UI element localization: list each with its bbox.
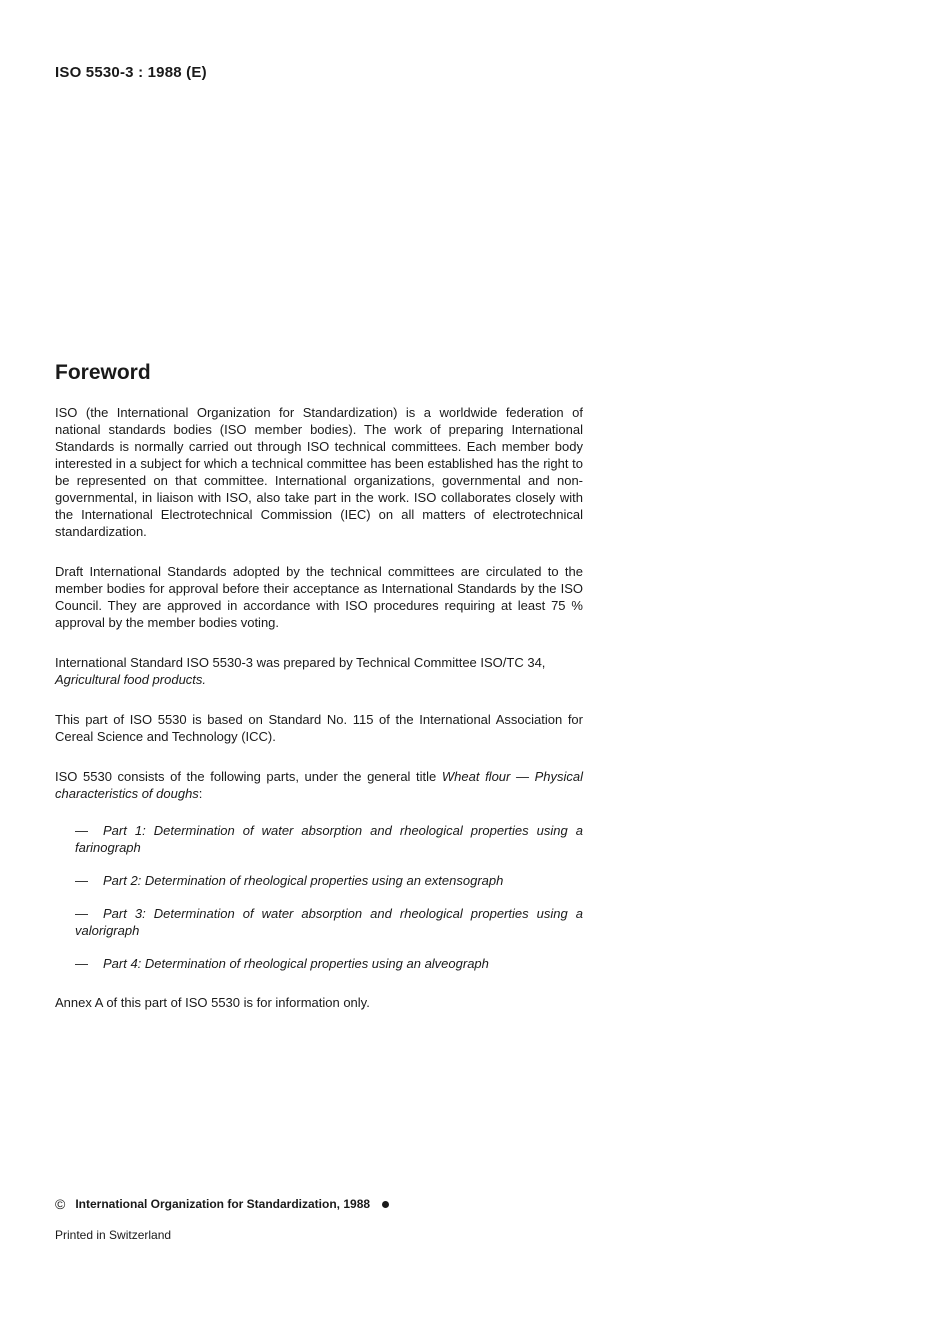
- printed-location: Printed in Switzerland: [55, 1228, 172, 1242]
- list-item: [75, 822, 583, 856]
- parts-list: [55, 822, 583, 972]
- dash-marker: —: [75, 956, 88, 971]
- paragraph-based-on: This part of ISO 5530 is based on Standard No. 115 of the International Association for Cereal Science and Technology (ICC).: [55, 712, 583, 744]
- parts-intro-suffix: :: [198, 786, 203, 801]
- paragraph-annex: Annex A of this part of ISO 5530 is for information only.: [55, 995, 370, 1010]
- general-title: Wheat flour — Physical characteristics of doughs: [55, 769, 583, 801]
- part-text: Part 1: Determination of water absorption and rheological properties using a farinograph: [75, 823, 583, 855]
- parts-intro-text: ISO 5530 consists of the following parts, under the general title: [55, 769, 437, 784]
- paragraph-draft-standards: Draft International Standards adopted by the technical committees are circulated to the member bodies for approval before their acceptance as International Standards by the ISO Council. They are approved in accordance with ISO procedures requiring at least 75 % approval by the member bodies voting.: [55, 564, 583, 630]
- copyright-line: [55, 1196, 389, 1212]
- prepared-by-text: International Standard ISO 5530-3 was prepared by Technical Committee ISO/TC 34,: [55, 655, 546, 670]
- dash-marker: —: [75, 873, 88, 888]
- dash-marker: —: [75, 823, 88, 838]
- bullet-icon: [382, 1201, 389, 1208]
- committee-name: Agricultural food products.: [55, 672, 207, 687]
- copyright-icon: ©: [55, 1196, 66, 1212]
- list-item: [75, 872, 583, 889]
- copyright-text: International Organization for Standardization, 1988: [75, 1197, 371, 1211]
- dash-marker: —: [75, 906, 88, 921]
- paragraph-parts-intro: [55, 768, 583, 802]
- part-text: Part 3: Determination of water absorption and rheological properties using a valorigraph: [75, 906, 583, 938]
- document-identifier: ISO 5530-3 : 1988 (E): [55, 64, 207, 81]
- paragraph-iso-intro: ISO (the International Organization for Standardization) is a worldwide federation of national standards bodies (ISO member bodies). The work of preparing International Standards is normally carried out through ISO technical committees. Each member body interested in a subject for which a technical committee has been established has the right to be represented on that committee. International organizations, governmental and non-governmental, in liaison with ISO, also take part in the work. ISO collaborates closely with the International Electrotechnical Commission (IEC) on all matters of electrotechnical standardization.: [55, 405, 583, 539]
- part-text: Part 4: Determination of rheological properties using an alveograph: [103, 956, 489, 971]
- list-item: [75, 905, 583, 939]
- section-title: Foreword: [55, 361, 151, 384]
- list-item: [75, 955, 583, 972]
- part-text: Part 2: Determination of rheological properties using an extensograph: [103, 873, 504, 888]
- paragraph-prepared-by: [55, 654, 583, 688]
- foreword-body: [55, 404, 583, 1034]
